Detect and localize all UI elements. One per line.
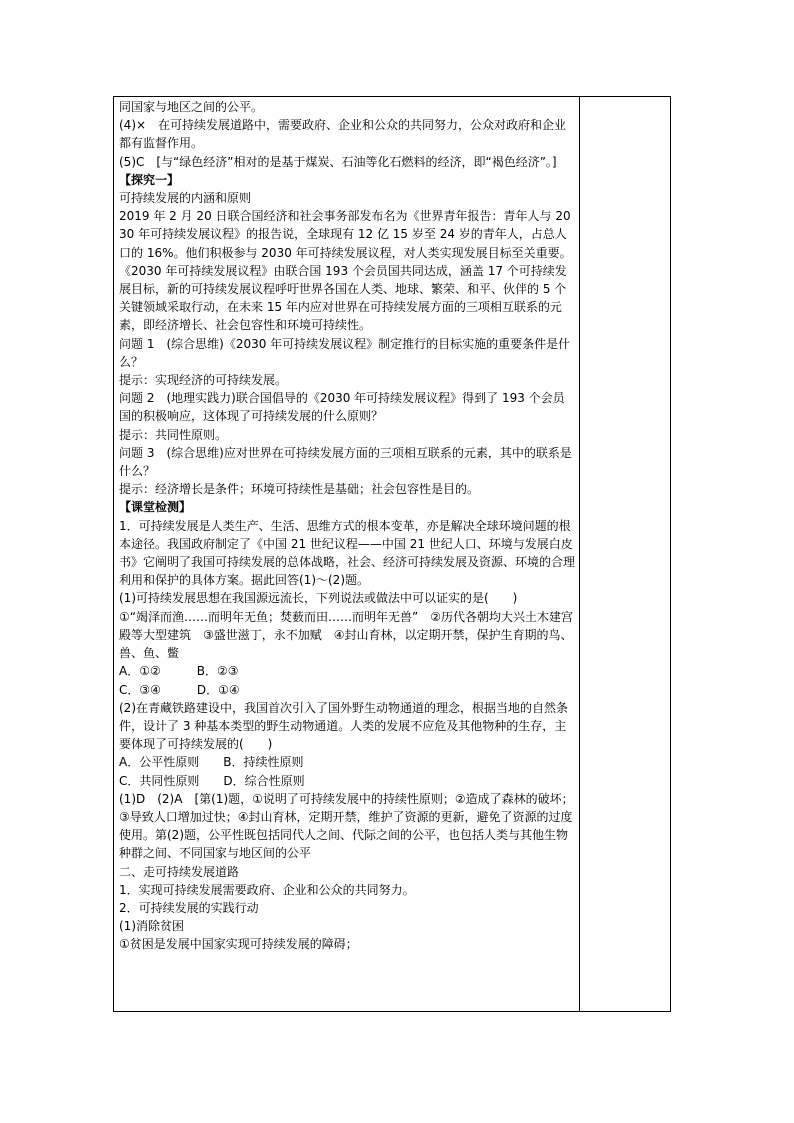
text-paragraph: 1．实现可持续发展需要政府、企业和公众的共同努力。 — [119, 882, 415, 897]
text-paragraph: (5)C [与“绿色经济”相对的是基于煤炭、石油等化石燃料的经济，即“褐色经济”。] — [119, 154, 557, 169]
text-paragraph: 问题 3 (综合思维)应对世界在可持续发展方面的三项相互联系的元素，其中的联系是什么？ — [119, 445, 572, 479]
text-paragraph: (1)可持续发展思想在我国源远流长，下列说法或做法中可以证实的是( ) — [119, 591, 518, 606]
text-paragraph: 1．可持续发展是人类生产、生活、思维方式的根本变革，亦是解决全球环境问题的根本途径。我国政府制定了《中国 21 世纪议程——中国 21 世纪人口、环境与发展白皮书》它阐明了我国可持续发展的总体战略，社会、经济可持续发展及资源、环境的合理利用和保护的具体方案。据此回答(1)～(2)题。 — [119, 518, 576, 588]
text-paragraph: (1)消除贫困 — [119, 919, 184, 934]
text-paragraph: ①“竭泽而渔……而明年无鱼；焚薮而田……而明年无兽” ②历代各朝均大兴土木建宫殿等大型建筑 ③盛世滋丁，永不加赋 ④封山育林，以定期开禁，保护生育期的鸟、兽、鱼、鳖 — [119, 609, 573, 661]
column-divider — [579, 97, 580, 1011]
text-paragraph: 可持续发展的内涵和原则 — [119, 191, 252, 206]
text-paragraph: ①贫困是发展中国家实现可持续发展的障碍； — [119, 937, 358, 952]
text-paragraph: 同国家与地区之间的公平。 — [119, 100, 264, 114]
text-paragraph: 提示：实现经济的可持续发展。 — [119, 373, 288, 388]
text-paragraph: A．①② B．②③ — [119, 664, 239, 679]
section-heading: 【课堂检测】 — [119, 500, 192, 515]
content-table — [113, 96, 671, 1012]
section-heading: 【探究一】 — [119, 172, 180, 187]
text-paragraph: 问题 2 (地理实践力)联合国倡导的《2030 年可持续发展议程》得到了 193 个会员国的积极响应，这体现了可持续发展的什么原则？ — [119, 391, 565, 424]
text-paragraph: (4)× 在可持续发展道路中，需要政府、企业和公众的共同努力，公众对政府和企业都有监督作用。 — [119, 118, 567, 151]
text-paragraph: 2．可持续发展的实践行动 — [119, 900, 259, 915]
text-paragraph: (1)D (2)A [第(1)题，①说明了可持续发展中的持续性原则；②造成了森林的破坏；③导致人口增加过快；④封山育林，定期开禁，维护了资源的更新，避免了资源的过度使用。第(2)题，公平性既包括同代人之间、代际之间的公平，也包括人类与其他生物种群之间、不同国家与地区间的公平 — [119, 791, 574, 861]
text-paragraph: 提示：经济增长是条件；环境可持续性是基础；社会包容性是目的。 — [119, 482, 480, 497]
text-paragraph: 问题 1 (综合思维)《2030 年可持续发展议程》制定推行的目标实施的重要条件是什么？ — [119, 336, 571, 369]
text-paragraph: C．共同性原则 D．综合性原则 — [119, 773, 305, 788]
text-paragraph: C．③④ D．①④ — [119, 682, 240, 697]
text-paragraph: 提示：共同性原则。 — [119, 427, 228, 442]
text-paragraph: 二、走可持续发展道路 — [119, 864, 240, 879]
text-paragraph: A．公平性原则 B．持续性原则 — [119, 755, 304, 770]
main-text-column — [119, 98, 575, 954]
text-paragraph: 2019 年 2 月 20 日联合国经济和社会事务部发布名为《世界青年报告：青年人与 2030 年可持续发展议程》的报告说，全球现有 12 亿 15 岁至 24 岁的青年人，占总人口的 16%。他们积极参与 2030 年可持续发展议程，对人类实现发展目标至关重要。《2030 年可持续发展议程》由联合国 193 个会员国共同达成，涵盖 17 个可持续发展目标，新的可持续发展议程呼吁世界各国在人类、地球、繁荣、和平、伙伴的 5 个关键领域采取行动，在未来 15 年内应对世界在可持续发展方面的三项相互联系的元素，即经济增长、社会包容性和环境可持续性。 — [119, 209, 572, 333]
text-paragraph: (2)在青藏铁路建设中，我国首次引入了国外野生动物通道的理念，根据当地的自然条件，设计了 3 种基本类型的野生动物通道。人类的发展不应危及其他物种的生存，主要体现了可持续发展的( ) — [119, 700, 569, 752]
